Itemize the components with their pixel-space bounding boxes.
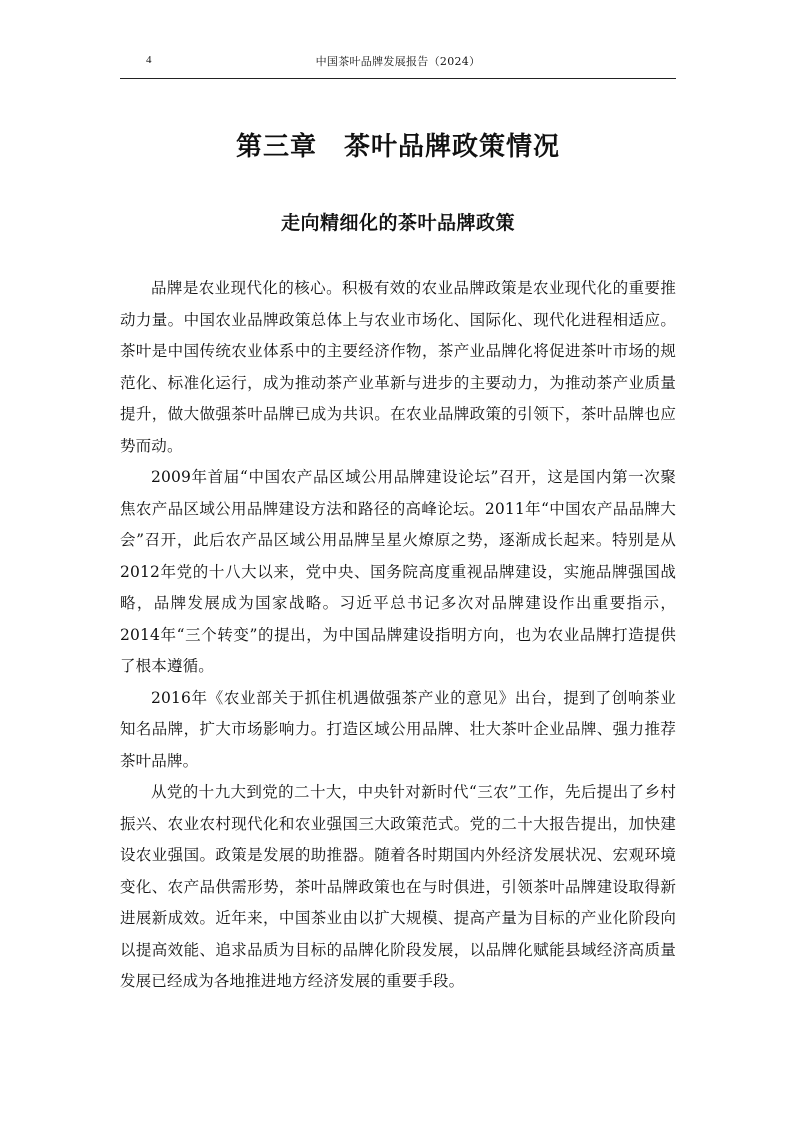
- chapter-title: 第三章 茶叶品牌政策情况: [235, 132, 560, 162]
- page-header: [120, 48, 676, 79]
- running-title: 中国茶叶品牌发展报告（2024）: [315, 55, 481, 68]
- paragraph: 从党的十九大到党的二十大，中央针对新时代“三农”工作，先后提出了乡村振兴、农业农村现代化和农业强国三大政策范式。党的二十大报告提出，加快建设农业强国。政策是发展的助推器。随着各时期国内外经济发展状况、宏观环境变化、农产品供需形势，茶叶品牌政策也在与时俱进，引领茶叶品牌建设取得新进展新成效。近年来，中国茶业由以扩大规模、提高产量为目标的产业化阶段向以提高效能、追求品质为目标的品牌化阶段发展，以品牌化赋能县域经济高质量发展已经成为各地推进地方经济发展的重要手段。: [120, 783, 676, 990]
- paragraph: 品牌是农业现代化的核心。积极有效的农业品牌政策是农业现代化的重要推动力量。中国农业品牌政策总体上与农业市场化、国际化、现代化进程相适应。茶叶是中国传统农业体系中的主要经济作物，茶产业品牌化将促进茶叶市场的规范化、标准化运行，成为推动茶产业革新与进步的主要动力，为推动茶产业质量提升，做大做强茶叶品牌已成为共识。在农业品牌政策的引领下，茶叶品牌也应势而动。: [120, 279, 676, 455]
- section-title: 走向精细化的茶叶品牌政策: [280, 212, 515, 234]
- paragraph: 2016年《农业部关于抓住机遇做强茶产业的意见》出台，提到了创响茶业知名品牌，扩大市场影响力。打造区域公用品牌、壮大茶叶企业品牌、强力推荐茶叶品牌。: [120, 688, 676, 770]
- paragraph: 2009年首届“中国农产品区域公用品牌建设论坛”召开，这是国内第一次聚焦农产品区域公用品牌建设方法和路径的高峰论坛。2011年“中国农产品品牌大会”召开，此后农产品区域公用品牌呈星火燎原之势，逐渐成长起来。特别是从2012年党的十八大以来，党中央、国务院高度重视品牌建设，实施品牌强国战略，品牌发展成为国家战略。习近平总书记多次对品牌建设作出重要指示，2014年“三个转变”的提出，为中国品牌建设指明方向，也为农业品牌打造提供了根本遵循。: [120, 468, 676, 675]
- body-text: [120, 273, 676, 998]
- page-number: 4: [146, 54, 152, 66]
